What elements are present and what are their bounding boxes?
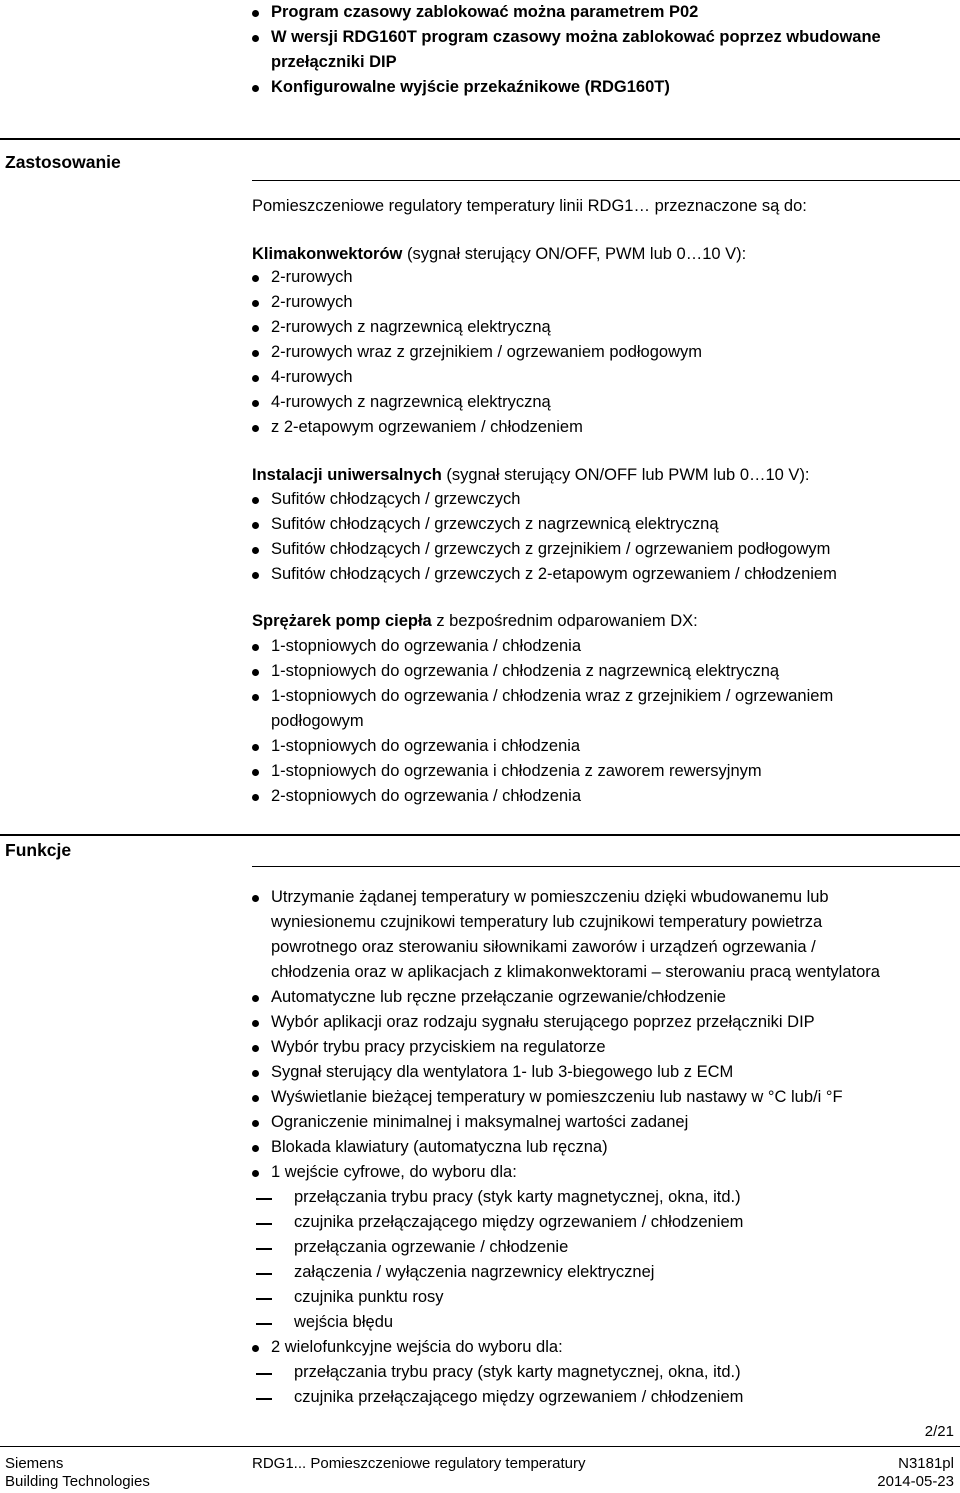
list-item: Automatyczne lub ręczne przełączanie ogrzewanie/chłodzenie [252, 985, 880, 1010]
list-item: Utrzymanie żądanej temperatury w pomieszczeniu dzięki wbudowanemu lub [252, 885, 880, 910]
group-heading-sprezarki: Sprężarek pomp ciepła z bezpośrednim odparowaniem DX: [252, 612, 698, 630]
list-item: 2-rurowych wraz z grzejnikiem / ogrzewaniem podłogowym [252, 340, 702, 365]
list-item: Sufitów chłodzących / grzewczych z grzejnikiem / ogrzewaniem podłogowym [252, 537, 837, 562]
dash-icon [256, 1223, 272, 1225]
bullet-icon [252, 85, 259, 92]
sub-list-item: czujnika przełączającego między ogrzewaniem / chłodzeniem [252, 1210, 880, 1235]
bullet-icon [252, 1145, 259, 1152]
section-divider-short [252, 866, 960, 867]
section-divider [0, 834, 960, 836]
bullet-icon [252, 995, 259, 1002]
list-item: Konfigurowalne wyjście przekaźnikowe (RDG160T) [252, 75, 881, 100]
list-item: 1 wejście cyfrowe, do wyboru dla: [252, 1160, 880, 1185]
list-item: 2 wielofunkcyjne wejścia do wyboru dla: [252, 1335, 880, 1360]
dash-icon [256, 1298, 272, 1300]
bullet-icon [252, 497, 259, 504]
bullet-icon [252, 895, 259, 902]
page-number: 2/21 [924, 1423, 954, 1440]
bullet-icon [252, 1070, 259, 1077]
footer-division: Building Technologies [5, 1473, 150, 1490]
list-item: Wybór aplikacji oraz rodzaju sygnału sterującego poprzez przełączniki DIP [252, 1010, 880, 1035]
bullet-icon [252, 425, 259, 432]
list-item-continuation: wyniesionemu czujnikowi temperatury lub czujnikowi temperatury powietrza [271, 913, 823, 931]
footer-divider [0, 1446, 960, 1447]
list-item: 1-stopniowych do ogrzewania / chłodzenia [252, 634, 833, 659]
bullet-icon [252, 644, 259, 651]
bullet-icon [252, 300, 259, 307]
list-item: 2-stopniowych do ogrzewania / chłodzenia [252, 784, 833, 809]
list-item: 1-stopniowych do ogrzewania i chłodzenia [252, 734, 833, 759]
sub-list-item: przełączania trybu pracy (styk karty magnetycznej, okna, itd.) [252, 1360, 880, 1385]
sub-list-item: czujnika przełączającego między ogrzewaniem / chłodzeniem [252, 1385, 880, 1410]
section-divider-short [252, 180, 960, 181]
list-item: 4-rurowych [252, 365, 702, 390]
group-heading-klimakonwektory: Klimakonwektorów (sygnał sterujący ON/OFF, PWM lub 0…10 V): [252, 245, 747, 263]
dash-icon [256, 1198, 272, 1200]
list-item: 1-stopniowych do ogrzewania / chłodzenia wraz z grzejnikiem / ogrzewaniem [252, 684, 833, 709]
list-item: Sygnał sterujący dla wentylatora 1- lub 3-biegowego lub z ECM [252, 1060, 880, 1085]
list-item: 2-rurowych [252, 265, 702, 290]
bullet-icon [252, 1045, 259, 1052]
bullet-icon [252, 375, 259, 382]
footer-date: 2014-05-23 [877, 1473, 954, 1490]
group-heading-instalacje: Instalacji uniwersalnych (sygnał sterujący ON/OFF lub PWM lub 0…10 V): [252, 466, 810, 484]
list-item: Program czasowy zablokować można parametrem P02 [252, 0, 881, 25]
dash-icon [256, 1273, 272, 1275]
bullet-icon [252, 744, 259, 751]
list-item: Ograniczenie minimalnej i maksymalnej wartości zadanej [252, 1110, 880, 1135]
bullet-icon [252, 275, 259, 282]
list-item: Sufitów chłodzących / grzewczych z 2-etapowym ogrzewaniem / chłodzeniem [252, 562, 837, 587]
dash-icon [256, 1248, 272, 1250]
list-item: 1-stopniowych do ogrzewania / chłodzenia z nagrzewnicą elektryczną [252, 659, 833, 684]
bullet-icon [252, 794, 259, 801]
bullet-icon [252, 350, 259, 357]
dash-icon [256, 1398, 272, 1400]
bullet-icon [252, 325, 259, 332]
list-item: 4-rurowych z nagrzewnicą elektryczną [252, 390, 702, 415]
bullet-icon [252, 35, 259, 42]
bullet-icon [252, 1095, 259, 1102]
bullet-icon [252, 522, 259, 529]
funkcje-list [252, 885, 880, 1410]
list-item: Sufitów chłodzących / grzewczych z nagrzewnicą elektryczną [252, 512, 837, 537]
section-title-funkcje: Funkcje [5, 840, 72, 860]
sub-list-item: załączenia / wyłączenia nagrzewnicy elektrycznej [252, 1260, 880, 1285]
footer-doc-title: RDG1... Pomieszczeniowe regulatory temperatury [252, 1455, 586, 1472]
footer-doc-number: N3181pl [898, 1455, 954, 1472]
list-item: Wyświetlanie bieżącej temperatury w pomieszczeniu lub nastawy w °C lub/i °F [252, 1085, 880, 1110]
bullet-icon [252, 10, 259, 17]
list-item: 1-stopniowych do ogrzewania i chłodzenia z zaworem rewersyjnym [252, 759, 833, 784]
bullet-icon [252, 669, 259, 676]
bullet-icon [252, 1020, 259, 1027]
list-item: 2-rurowych [252, 290, 702, 315]
bullet-icon [252, 769, 259, 776]
list-item-continuation: podłogowym [271, 712, 364, 730]
list-item-continuation: chłodzenia oraz w aplikacjach z klimakonwektorami – sterowaniu pracą wentylatora [271, 963, 880, 981]
instalacje-list [252, 487, 837, 587]
intro-bullet-list [252, 0, 881, 100]
list-item: Blokada klawiatury (automatyczna lub ręczna) [252, 1135, 880, 1160]
section-title-zastosowanie: Zastosowanie [5, 152, 121, 172]
bullet-icon [252, 547, 259, 554]
sub-list-item: wejścia błędu [252, 1310, 880, 1335]
list-item: z 2-etapowym ogrzewaniem / chłodzeniem [252, 415, 702, 440]
bullet-icon [252, 572, 259, 579]
list-item: W wersji RDG160T program czasowy można zablokować poprzez wbudowane [252, 25, 881, 50]
list-item: Wybór trybu pracy przyciskiem na regulatorze [252, 1035, 880, 1060]
list-item: 2-rurowych z nagrzewnicą elektryczną [252, 315, 702, 340]
bullet-icon [252, 1120, 259, 1127]
bullet-icon [252, 400, 259, 407]
list-item: Sufitów chłodzących / grzewczych [252, 487, 837, 512]
sub-list-item: czujnika punktu rosy [252, 1285, 880, 1310]
dash-icon [256, 1323, 272, 1325]
klimakonwektory-list [252, 265, 702, 440]
bullet-icon [252, 1345, 259, 1352]
list-item-continuation: powrotnego oraz sterowaniu siłownikami zaworów i urządzeń ogrzewania / [271, 938, 816, 956]
section-divider [0, 138, 960, 140]
sub-list-item: przełączania trybu pracy (styk karty magnetycznej, okna, itd.) [252, 1185, 880, 1210]
dash-icon [256, 1373, 272, 1375]
sub-list-item: przełączania ogrzewanie / chłodzenie [252, 1235, 880, 1260]
sprezarki-list [252, 634, 833, 809]
bullet-icon [252, 1170, 259, 1177]
footer-company: Siemens [5, 1455, 64, 1472]
bullet-icon [252, 694, 259, 701]
list-item-continuation: przełączniki DIP [271, 53, 397, 71]
section-intro: Pomieszczeniowe regulatory temperatury linii RDG1… przeznaczone są do: [252, 197, 807, 215]
